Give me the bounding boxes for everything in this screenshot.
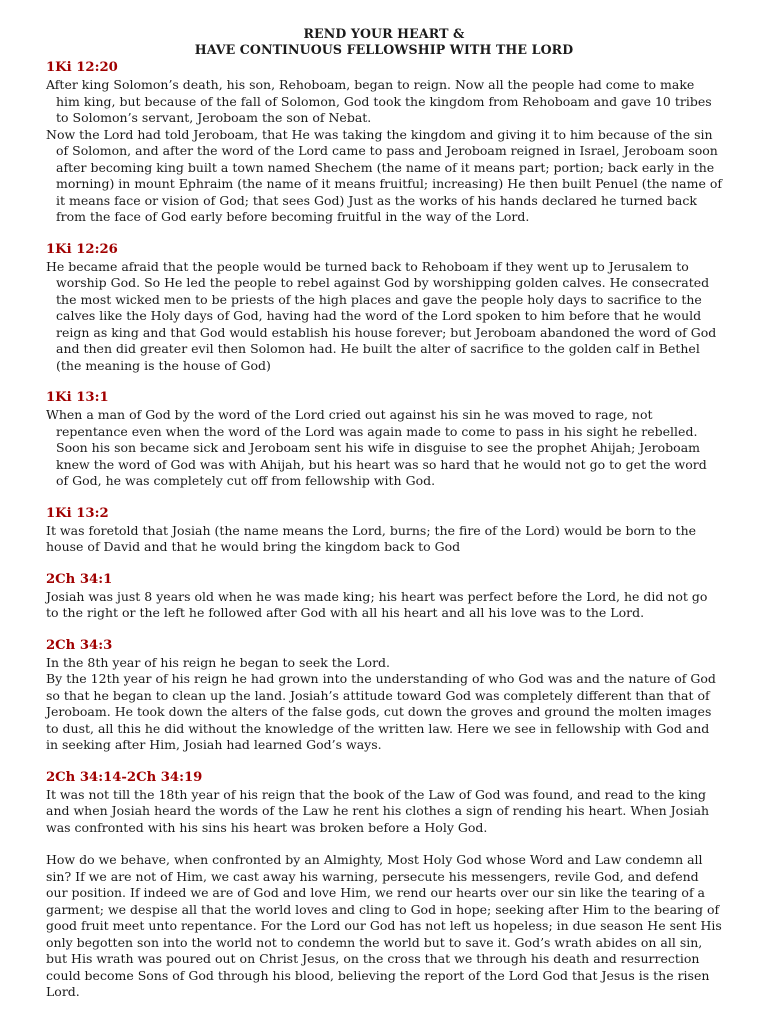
section-paragraph: It was foretold that Josiah (the name means the Lord, burns; the fire of the Lord) would be born to the house of David and that he would bring the kingdom back to God: [46, 522, 697, 554]
section-1ki-13-2: [46, 505, 722, 556]
section-1ki-13-1: [46, 389, 722, 490]
scripture-reference: 1Ki 13:2: [46, 505, 109, 521]
section-paragraph: He became afraid that the people would be turned back to Rehoboam if they went up to Jerusalem to worship God. So He led the people to rebel against God by worshipping golden calves. He consecrated the most wicked men to be priests of the high places and gave the people holy days to sacrifice to the calves like the Holy days of God, having had the word of the Lord spoken to him before that he would reign as king and that God would establish his house forever; but Jeroboam abandoned the word of God and then did greater evil then Solomon had. He built the alter of sacrifice to the golden calf in Bethel (the meaning is the house of God): [46, 258, 717, 373]
scripture-reference: 2Ch 34:3: [46, 637, 113, 653]
scripture-reference: 1Ki 12:20: [46, 60, 118, 75]
document-title-line-2: HAVE CONTINUOUS FELLOWSHIP WITH THE LORD: [194, 42, 574, 57]
section-paragraph: It was not till the 18th year of his reign that the book of the Law of God was found, and read to the king and when Josiah heard the words of the Law he rent his clothes a sign of rending his heart. When Josiah was confronted with his sins his heart was broken before a Holy God.: [46, 786, 710, 835]
section-paragraph: Now the Lord had told Jeroboam, that He was taking the kingdom and giving it to him because of the sin of Solomon, and after the word of the Lord came to pass and Jeroboam reigned in Israel, Jeroboam soon after becoming king built a town named Shechem (the name of it means part; portion; back early in the morning) in mount Ephraim (the name of it means fruitful; increasing) He then built Penuel (the name of it means face or vision of God; that sees God) Just as the works of his hands declared he turned back from the face of God early before becoming fruitful in the way of the Lord.: [46, 126, 722, 224]
section-paragraph: When a man of God by the word of the Lord cried out against his sin he was moved to rage, not repentance even when the word of the Lord was again made to come to pass in his sight he rebelled. Soon his son became sick and Jeroboam sent his wife in disguise to see the prophet Ahijah; Jeroboam knew the word of God was with Ahijah, but his heart was so hard that he would not go to get the word of God, he was completely cut off from fellowship with God.: [46, 407, 707, 488]
section-2ch-34-14-19: [46, 769, 722, 1001]
scripture-reference: 1Ki 12:26: [46, 241, 118, 257]
section-2ch-34-1: [46, 571, 722, 622]
section-paragraph: Josiah was just 8 years old when he was made king; his heart was perfect before the Lord, he did not go to the right or the left he followed after God with all his heart and all his love was to the Lord.: [46, 588, 708, 620]
section-paragraph: In the 8th year of his reign he began to seek the Lord.: [46, 654, 391, 670]
section-1ki-12-20: [46, 59, 722, 226]
document-title-line-1: REND YOUR HEART &: [303, 26, 465, 41]
closing-paragraph: How do we behave, when confronted by an Almighty, Most Holy God whose Word and Law condemn all sin? If we are not of Him, we cast away his warning, persecute his messengers, revile God, and defend our position. If indeed we are of God and love Him, we rend our hearts over our sin like the tearing of a garment; we despise all that the world loves and cling to God in hope; seeking after Him to the bearing of good fruit meet unto repentance. For the Lord our God has not left us hopeless; in due season He sent His only begotten son into the world not to condemn the world but to save it. God’s wrath abides on all sin, but His wrath was poured out on Christ Jesus, on the cross that we through his death and resurrection could become Sons of God through his blood, believing the report of the Lord God that Jesus is the risen Lord.: [46, 852, 722, 999]
section-2ch-34-3: [46, 637, 722, 754]
scripture-reference: 2Ch 34:1: [46, 571, 113, 587]
section-1ki-12-26: [46, 241, 722, 375]
scripture-reference: 1Ki 13:1: [46, 390, 109, 405]
scripture-reference: 2Ch 34:14-2Ch 34:19: [46, 769, 203, 785]
section-paragraph: After king Solomon’s death, his son, Rehoboam, began to reign. Now all the people had come to make him king, but because of the fall of Solomon, God took the kingdom from Rehoboam and gave 10 tribes to Solomon’s servant, Jeroboam the son of Nebat.: [46, 77, 712, 125]
section-paragraph: By the 12th year of his reign he had grown into the understanding of who God was and the nature of God so that he began to clean up the land. Josiah’s attitude toward God was completely different than that of Jeroboam. He took down the alters of the false gods, cut down the groves and ground the molten images to dust, all this he did without the knowledge of the written law. Here we see in fellowship with God and in seeking after Him, Josiah had learned God’s ways.: [46, 671, 716, 752]
